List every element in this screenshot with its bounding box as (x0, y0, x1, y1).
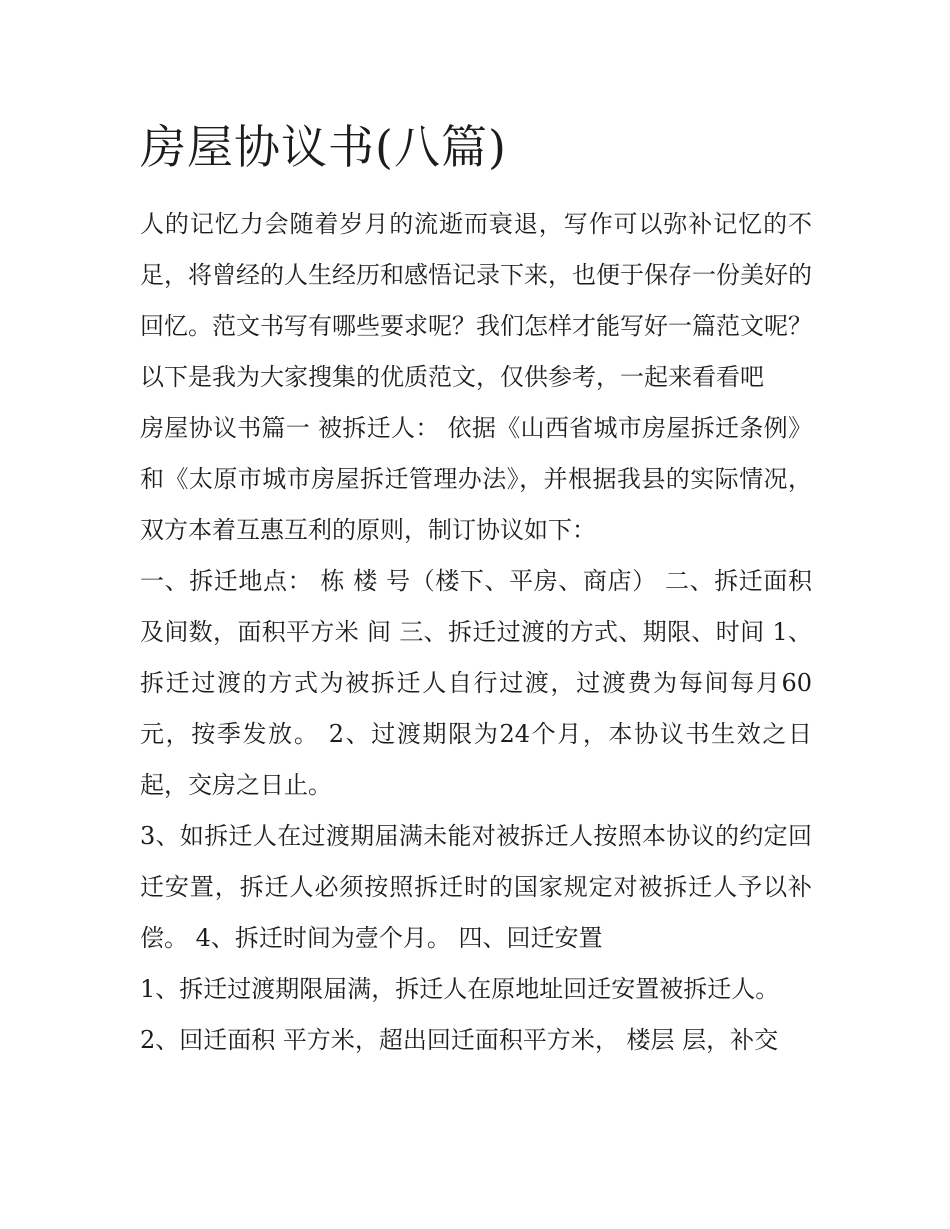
document-title: 房屋协议书(八篇) (140, 120, 507, 174)
paragraph-intro: 人的记忆力会随着岁月的流逝而衰退，写作可以弥补记忆的不足，将曾经的人生经历和感悟记录下来，也便于保存一份美好的回忆。范文书写有哪些要求呢？我们怎样才能写好一篇范文呢？以下是我为大家搜集的优质范文，仅供参考，一起来看看吧 (140, 210, 812, 391)
paragraph-agreement-preamble: 房屋协议书篇一 被拆迁人： 依据《山西省城市房屋拆迁条例》和《太原市城市房屋拆迁管理办法》，并根据我县的实际情况，双方本着互惠互利的原则，制订协议如下： (140, 414, 812, 544)
paragraph-relocation-1: 1、拆迁过渡期限届满，拆迁人在原地址回迁安置被拆迁人。 (140, 975, 780, 1003)
paragraph-compensation: 3、如拆迁人在过渡期届满未能对被拆迁人按照本协议的约定回迁安置，拆迁人必须按照拆迁时的国家规定对被拆迁人予以补偿。 4、拆迁时间为壹个月。 四、回迁安置 (140, 822, 812, 952)
paragraph-relocation-2: 2、回迁面积 平方米，超出回迁面积平方米， 楼层 层，补交 (140, 1026, 779, 1054)
document-body (140, 199, 812, 1066)
paragraph-location-and-transition: 一、拆迁地点： 栋 楼 号（楼下、平房、商店） 二、拆迁面积及间数，面积平方米 间 三、拆迁过渡的方式、期限、时间 1、拆迁过渡的方式为被拆迁人自行过渡，过渡费为每间每月60元，按季发放。 2、过渡期限为24个月，本协议书生效之日起，交房之日止。 (140, 567, 812, 799)
